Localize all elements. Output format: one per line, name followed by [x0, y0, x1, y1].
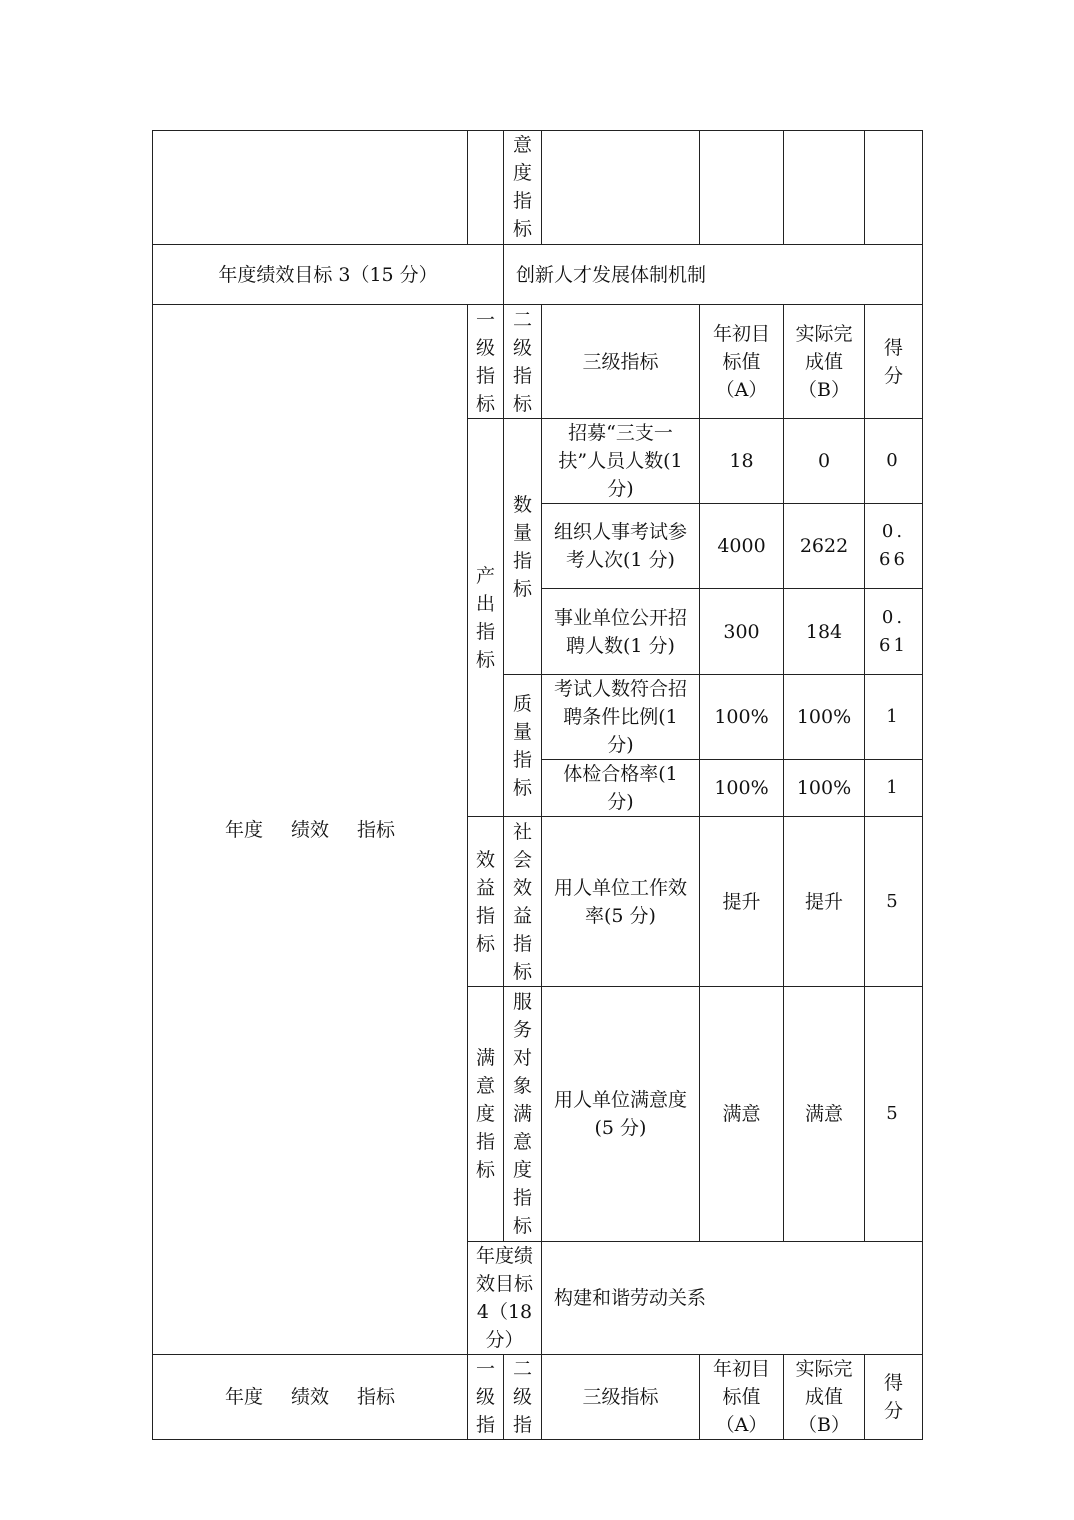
row-name: 事业单位公开招聘人数(1 分) [542, 589, 700, 675]
header-score: 得分 [865, 1355, 923, 1440]
continuation-row [153, 131, 923, 245]
row-score: 5 [865, 987, 923, 1242]
group-social-benefit: 社会效益指标 [504, 817, 542, 987]
indicator-label: 年度 绩效 指标 [153, 305, 468, 1355]
row-name: 组织人事考试参考人次(1 分) [542, 504, 700, 589]
goal3-row [153, 245, 923, 305]
header-actual: 实际完成值（B） [784, 305, 865, 419]
group-quality: 质量指标 [504, 675, 542, 817]
row-score: 1 [865, 675, 923, 760]
row-actual: 满意 [784, 987, 865, 1242]
header-level3: 三级指标 [542, 1355, 700, 1440]
row-score: 0.66 [865, 504, 923, 589]
row-target: 18 [700, 419, 784, 504]
row-name: 用人单位满意度(5 分) [542, 987, 700, 1242]
goal3-text: 创新人才发展体制机制 [504, 245, 923, 305]
row-name: 用人单位工作效率(5 分) [542, 817, 700, 987]
row-actual: 2622 [784, 504, 865, 589]
group-benefit: 效益指标 [468, 817, 504, 987]
blank-cell [784, 131, 865, 245]
blank-cell [700, 131, 784, 245]
goal3-label: 年度绩效目标 3（15 分） [153, 245, 504, 305]
row-name: 体检合格率(1 分) [542, 760, 700, 817]
header-level1: 一级指 [468, 1355, 504, 1440]
header-row [153, 305, 923, 419]
header-target: 年初目标值（A） [700, 305, 784, 419]
row-target: 4000 [700, 504, 784, 589]
header-row-bottom [153, 1355, 923, 1440]
row-name: 考试人数符合招聘条件比例(1 分) [542, 675, 700, 760]
group-quantity: 数量指标 [504, 419, 542, 675]
blank-cell [542, 131, 700, 245]
header-level2: 二级指 [504, 1355, 542, 1440]
header-actual: 实际完成值（B） [784, 1355, 865, 1440]
header-target: 年初目标值（A） [700, 1355, 784, 1440]
group-service-satisfaction: 服务对象满意度指标 [504, 987, 542, 1242]
second-level-tail: 意度指标 [504, 131, 542, 245]
goal4-text: 构建和谐劳动关系 [542, 1242, 923, 1355]
row-score: 1 [865, 760, 923, 817]
blank-cell [153, 131, 468, 245]
performance-table [152, 130, 923, 1440]
group-output: 产出指标 [468, 419, 504, 817]
goal4-label: 年度绩效目标 4（18 分） [468, 1242, 542, 1355]
indicator-label: 年度 绩效 指标 [153, 1355, 468, 1440]
row-actual: 100% [784, 760, 865, 817]
row-score: 0 [865, 419, 923, 504]
row-actual: 0 [784, 419, 865, 504]
row-target: 满意 [700, 987, 784, 1242]
header-level3: 三级指标 [542, 305, 700, 419]
row-score: 0.61 [865, 589, 923, 675]
blank-cell [865, 131, 923, 245]
header-score: 得分 [865, 305, 923, 419]
header-level1: 一级指标 [468, 305, 504, 419]
row-target: 300 [700, 589, 784, 675]
row-target: 100% [700, 675, 784, 760]
row-actual: 提升 [784, 817, 865, 987]
row-name: 招募“三支一扶”人员人数(1 分) [542, 419, 700, 504]
row-actual: 100% [784, 675, 865, 760]
row-score: 5 [865, 817, 923, 987]
row-target: 100% [700, 760, 784, 817]
row-target: 提升 [700, 817, 784, 987]
group-satisfaction: 满意度指标 [468, 987, 504, 1242]
header-level2: 二级指标 [504, 305, 542, 419]
blank-cell [468, 131, 504, 245]
row-actual: 184 [784, 589, 865, 675]
